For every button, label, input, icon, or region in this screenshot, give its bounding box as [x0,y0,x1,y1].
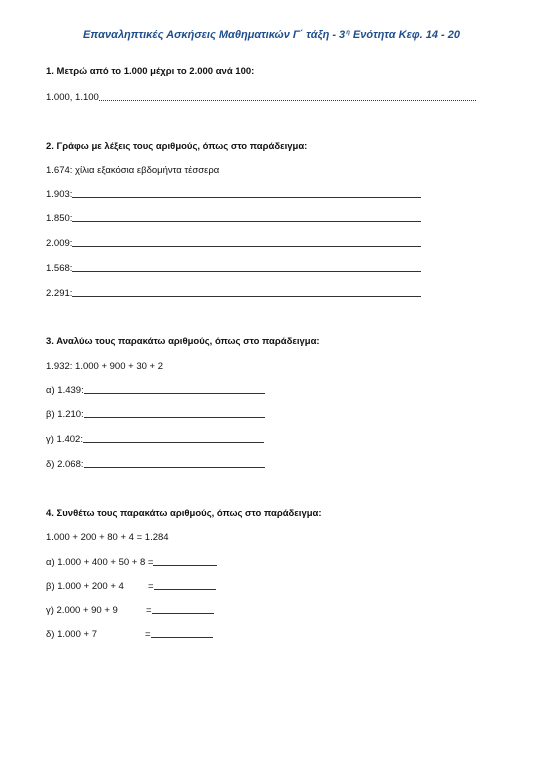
section2-item-label: 2.291: [46,288,73,299]
header-tail-text: Ενότητα Κεφ. 14 - 20 [349,29,460,41]
worksheet-header [0,29,543,41]
section3-answer-blank[interactable] [83,442,264,443]
section1-title: 1. Μετρώ από το 1.000 μέχρι το 2.000 ανά 100: [46,66,255,77]
section4-row [46,605,214,616]
section2-item-label: 1.568: [46,263,73,274]
section4-equals-sign: = [148,581,154,592]
section2-item-label: 2.009: [46,238,73,249]
section2-answer-blank[interactable] [72,271,421,272]
section2-title: 2. Γράφω με λέξεις τους αριθμούς, όπως στο παράδειγμα: [46,141,308,152]
section4-item-expression: γ) 2.000 + 90 + 9 [46,605,118,616]
section3-item-label: β) 1.210: [46,409,84,420]
section3-row [46,459,265,470]
section4-item-expression: δ) 1.000 + 7 [46,629,97,640]
section2-row [46,263,421,274]
section4-item-expression: α) 1.000 + 400 + 50 + 8 = [46,557,154,568]
header-superscript: η [346,30,350,36]
section3-answer-blank[interactable] [84,393,265,394]
section2-row [46,238,421,249]
section4-answer-blank[interactable] [152,613,214,614]
section4-equals-sign: = [146,605,152,616]
section4-title: 4. Συνθέτω τους παρακάτω αριθμούς, όπως στο παράδειγμα: [46,508,322,519]
section2-row [46,288,421,299]
section3-item-label: α) 1.439: [46,385,84,396]
section4-row [46,557,217,568]
section3-item-label: δ) 2.068: [46,459,84,470]
section4-item-expression: β) 1.000 + 200 + 4 [46,581,124,592]
section3-answer-blank[interactable] [84,417,265,418]
section4-row [46,629,213,640]
section3-item-label: γ) 1.402: [46,434,83,445]
section4-answer-blank[interactable] [151,637,213,638]
section4-example: 1.000 + 200 + 80 + 4 = 1.284 [46,532,169,543]
section4-equals-sign: = [145,629,151,640]
section2-row [46,189,421,200]
section2-answer-blank[interactable] [72,221,421,222]
section2-example: 1.674: χίλια εξακόσια εβδομήντα τέσσερα [46,165,220,176]
section2-answer-blank[interactable] [72,246,421,247]
section1-dotted-blank[interactable] [99,100,476,101]
section2-answer-blank[interactable] [72,197,421,198]
section4-row [46,581,216,592]
section3-row [46,409,265,420]
section3-title: 3. Αναλύω τους παρακάτω αριθμούς, όπως στο παράδειγμα: [46,336,320,347]
section2-item-label: 1.850: [46,213,73,224]
section3-example: 1.932: 1.000 + 900 + 30 + 2 [46,361,164,372]
section3-answer-blank[interactable] [84,467,265,468]
section1-answer-line [46,92,476,103]
section4-answer-blank[interactable] [154,589,216,590]
section1-start-values: 1.000, 1.100 [46,92,99,103]
section2-answer-blank[interactable] [72,296,421,297]
section4-answer-blank[interactable] [153,565,217,566]
section2-item-label: 1.903: [46,189,73,200]
section3-row [46,434,264,445]
section3-row [46,385,265,396]
section2-row [46,213,421,224]
header-main-text: Επαναληπτικές Ασκήσεις Μαθηματικών Γ΄ τάξη - 3 [83,29,346,41]
